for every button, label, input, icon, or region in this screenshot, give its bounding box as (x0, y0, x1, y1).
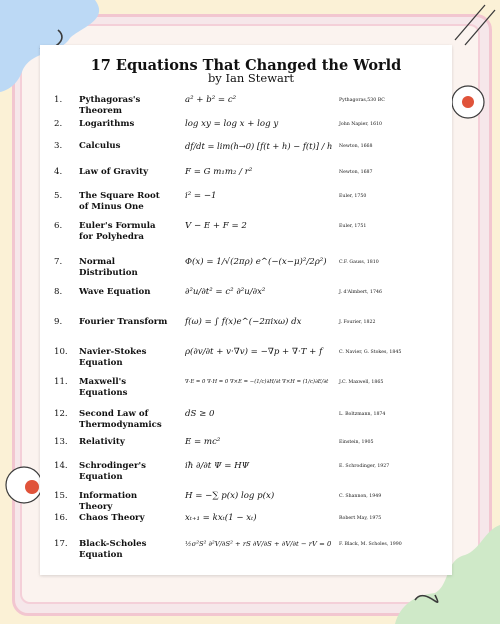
equation-name: Relativity (79, 437, 125, 447)
equation-number: 16. (54, 513, 68, 523)
equation-number: 3. (54, 141, 63, 151)
flower-icon (448, 80, 488, 124)
equation-name: Chaos Theory (79, 513, 145, 523)
equation-name: Pythagoras's Theorem (79, 95, 141, 116)
equation-number: 4. (54, 167, 63, 177)
equation-formula: H = −∑ p(x) log p(x) (185, 491, 275, 501)
equation-formula: df/dt = lim(h→0) [f(t + h) − f(t)] / h (185, 141, 333, 151)
equation-number: 7. (54, 257, 63, 267)
equation-name: Wave Equation (79, 287, 151, 297)
equation-discoverer: E. Schrodinger, 1927 (339, 464, 390, 469)
equation-formula: xₜ₊₁ = kxₜ(1 − xₜ) (185, 513, 257, 523)
equation-discoverer: Newton, 1668 (339, 144, 373, 149)
equation-number: 13. (54, 437, 68, 447)
equation-row (40, 409, 452, 439)
equation-number: 15. (54, 491, 68, 501)
equation-formula: Φ(x) = 1/√(2πρ) e^(−(x−μ)²/2ρ²) (185, 257, 327, 267)
equation-name: Fourier Transform (79, 317, 168, 327)
equation-name: Logarithms (79, 119, 135, 129)
equation-discoverer: J. Fourier, 1822 (339, 320, 376, 325)
equation-discoverer: Newton, 1687 (339, 170, 373, 175)
equation-formula: dS ≥ 0 (185, 409, 215, 419)
equation-discoverer: Pythagoras,530 BC (339, 98, 385, 103)
equation-formula: ½σ²S² ∂²V/∂S² + rS ∂V/∂S + ∂V/∂t − rV = 0 (185, 540, 332, 548)
equation-discoverer: C. Navier, G. Stokes, 1845 (339, 350, 402, 355)
equation-number: 11. (54, 377, 68, 387)
equation-formula: f(ω) = ∫ f(x)e^(−2πixω) dx (185, 317, 302, 327)
equation-row (40, 257, 452, 287)
sketch-lines-decoration (445, 0, 500, 50)
equation-formula: V − E + F = 2 (185, 221, 247, 231)
equation-formula: ρ(∂v/∂t + v·∇v) = −∇p + ∇·T + f (185, 347, 323, 357)
equation-name: Maxwell's Equations (79, 377, 128, 398)
equation-formula: ∂²u/∂t² = c² ∂²u/∂x² (185, 287, 266, 297)
equation-name: Law of Gravity (79, 167, 149, 177)
equation-name: Navier-Stokes Equation (79, 347, 147, 368)
equation-number: 10. (54, 347, 68, 357)
equation-discoverer: Einstein, 1905 (339, 440, 374, 445)
equations-sheet (40, 45, 452, 575)
equation-row (40, 317, 452, 347)
equation-row (40, 539, 452, 569)
equation-discoverer: J.C. Maxwell, 1865 (339, 380, 384, 385)
equation-formula: a² + b² = c² (185, 95, 237, 105)
equation-number: 9. (54, 317, 63, 327)
equation-number: 5. (54, 191, 63, 201)
equation-number: 12. (54, 409, 68, 419)
equation-discoverer: C. Shannon, 1949 (339, 494, 382, 499)
equation-discoverer: Euler, 1751 (339, 224, 367, 229)
equation-name: Normal Distribution (79, 257, 138, 278)
equation-name: Euler's Formula for Polyhedra (79, 221, 156, 242)
equation-name: Information Theory (79, 491, 138, 512)
equation-row (40, 347, 452, 377)
equation-row (40, 377, 452, 407)
equation-name: Second Law of Thermodynamics (79, 409, 162, 430)
equation-row (40, 287, 452, 317)
equation-name: Black-Scholes Equation (79, 539, 147, 560)
equation-formula: log xy = log x + log y (185, 119, 279, 129)
equation-discoverer: F. Black, M. Scholes, 1990 (339, 542, 402, 547)
page-subtitle: by Ian Stewart (207, 71, 295, 85)
equation-name: Schrodinger's Equation (79, 461, 146, 482)
equation-number: 1. (54, 95, 63, 105)
page-title: 17 Equations That Changed the World (90, 57, 402, 74)
equation-discoverer: Euler, 1750 (339, 194, 367, 199)
equation-formula: i² = −1 (185, 191, 217, 201)
equation-number: 17. (54, 539, 68, 549)
equation-name: The Square Root of Minus One (79, 191, 160, 212)
equation-discoverer: John Napier, 1610 (339, 122, 383, 127)
equation-formula: F = G m₁m₂ / r² (185, 167, 253, 177)
equation-number: 14. (54, 461, 68, 471)
equation-discoverer: C.F. Gauss, 1810 (339, 260, 379, 265)
equation-row (40, 221, 452, 251)
equation-discoverer: Robert May, 1975 (339, 516, 382, 521)
equation-name: Calculus (79, 141, 121, 151)
equation-formula: ∇·E = 0 ∇·H = 0 ∇×E = −(1/c)∂H/∂t ∇×H = (1/c)∂E/∂t (185, 379, 329, 385)
equation-number: 6. (54, 221, 63, 231)
equation-row (40, 191, 452, 221)
equation-discoverer: L. Boltzmann, 1874 (339, 412, 386, 417)
equation-formula: iħ ∂/∂t Ψ = HΨ (185, 461, 250, 471)
equation-number: 2. (54, 119, 63, 129)
equation-formula: E = mc² (185, 437, 221, 447)
equation-number: 8. (54, 287, 63, 297)
equation-row (40, 461, 452, 491)
equation-discoverer: J. d'Almbert, 1746 (339, 290, 382, 295)
